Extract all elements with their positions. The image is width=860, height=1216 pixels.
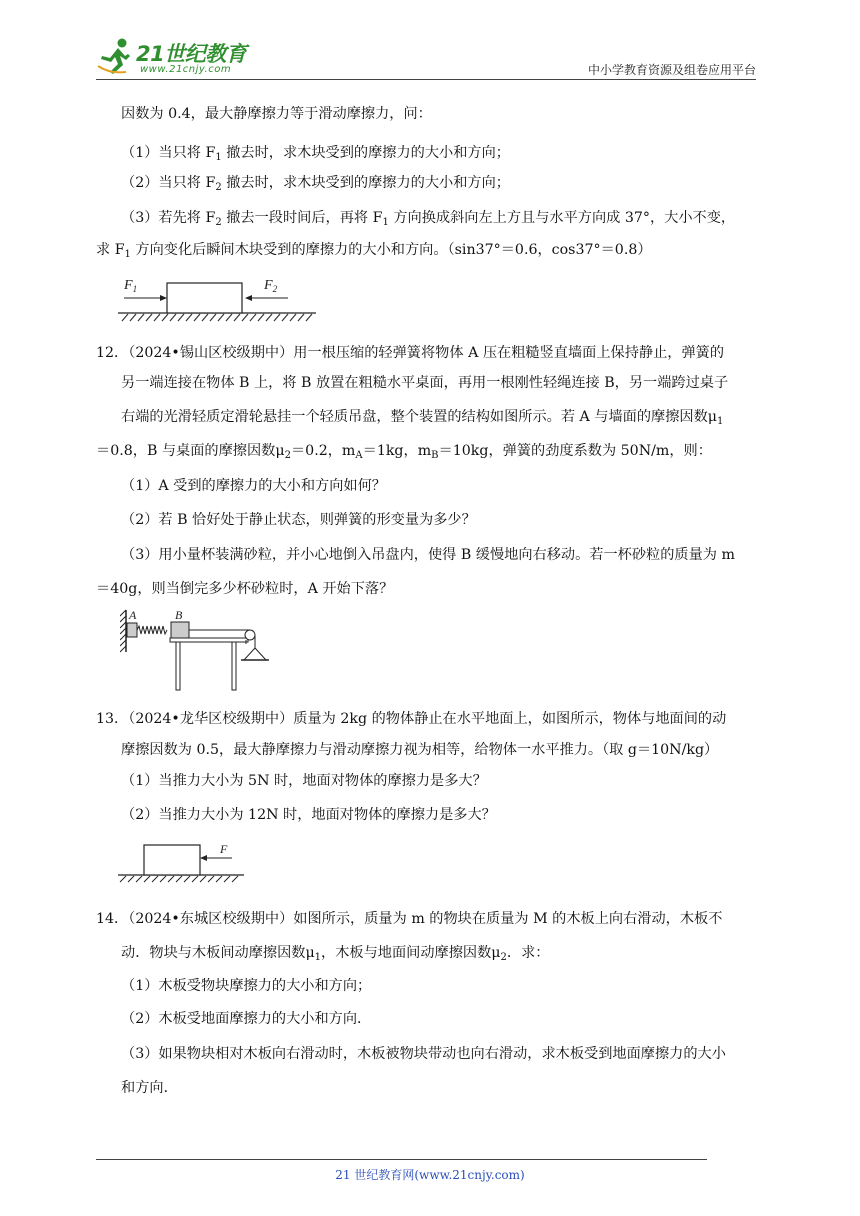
q13-sub1: （1）当推力大小为 5N 时，地面对物体的摩擦力是多大？ [121, 773, 487, 789]
q12-sub2: （2）若 B 恰好处于静止状态，则弹簧的形变量为多少？ [121, 512, 476, 528]
spring [137, 626, 167, 634]
q12-line4: ＝0.8，B 与桌面的摩擦因数$\mu_2=0.2$，$m_A=1kg$，$m_B=10kg$，弹簧的劲度系数为 50N/m，则： [96, 443, 712, 461]
q11-sub1: （1）当只将 $F_1$ 撤去时，求木块受到的摩擦力的大小和方向； [121, 145, 510, 163]
q14-sub2: （2）木板受地面摩擦力的大小和方向． [121, 1011, 372, 1027]
q11-sub3-line1: （3）若先将 $F_2$ 撤去一段时间后，再将 $F_1$ 方向换成斜向左上方且与水平方向成 37°，大小不变， [121, 210, 736, 228]
force-f-label: F [220, 842, 228, 856]
q13-sub2: （2）当推力大小为 12N 时，地面对物体的摩擦力是多大？ [121, 807, 496, 823]
q13-line1: 13．（2024•龙华区校级期中）质量为 2kg 的物体静止在水平地面上，如图所示，物体与地面间的动 [96, 711, 727, 727]
object-block [144, 845, 200, 875]
platform-name: 中小学教育资源及组卷应用平台 [587, 63, 756, 77]
q14-sub3-line1: （3）如果物块相对木板向右滑动时，木板被物块带动也向右滑动，求木板受到地面摩擦力的大小 [121, 1046, 726, 1062]
page-header [0, 0, 860, 86]
q12-sub3-line1: （3）用小量杯装满砂粒，并小心地倒入吊盘内，使得 B 缓慢地向右移动。若一杯砂粒的质量为 m [121, 547, 735, 563]
force-f1-label: $F_1$ [124, 278, 138, 294]
q12-sub1: （1）A 受到的摩擦力的大小和方向如何？ [121, 478, 386, 494]
q14-sub3-line2: 和方向． [121, 1080, 178, 1096]
pulley [245, 630, 255, 640]
q12-line2: 另一端连接在物体 B 上，将 B 放置在粗糙水平桌面，再用一根刚性轻绳连接 B，另一端跨过桌子 [121, 375, 729, 391]
q11-figure [118, 272, 318, 324]
table-top [170, 638, 248, 642]
q12-sub3-line2: ＝40g，则当倒完多少杯砂粒时，A 开始下落？ [96, 581, 394, 597]
block-b [171, 622, 189, 638]
force-f2-label: $F_2$ [264, 278, 278, 294]
q11-continuation: 因数为 0.4，最大静摩擦力等于滑动摩擦力，问： [121, 106, 432, 122]
wooden-block [167, 283, 242, 313]
label-b: B [175, 608, 183, 622]
site-logo [96, 36, 256, 80]
q13-line2: 摩擦因数为 0.5，最大静摩擦力与滑动摩擦力视为相等，给物体一水平推力。（取 g＝10N/kg） [121, 742, 719, 758]
q12-line1: 12．（2024•锡山区校级期中）用一根压缩的轻弹簧将物体 A 压在粗糙竖直墙面上保持静止，弹簧的 [96, 345, 725, 361]
q14-line2: 动．物块与木板间动摩擦因数$\mu_1$，木板与地面间动摩擦因数$\mu_2$．求： [121, 945, 550, 963]
runner-logo-icon [96, 36, 136, 76]
header-divider [96, 79, 756, 80]
q12-line3: 右端的光滑轻质定滑轮悬挂一个轻质吊盘，整个装置的结构如图所示。若 A 与墙面的摩擦因数$\mu_1$ [121, 409, 724, 427]
label-a: A [129, 608, 137, 622]
q13-figure [118, 838, 248, 886]
logo-text: 21世纪教育 [136, 42, 247, 66]
page-footer: 21 世纪教育网(www.21cnjy.com) [335, 1168, 525, 1182]
q12-figure [120, 606, 280, 694]
q11-sub3-line2: 求 $F_1$ 方向变化后瞬间木块受到的摩擦力的大小和方向。（sin37°＝0.6，cos37°＝0.8） [96, 242, 652, 260]
footer-divider [96, 1159, 707, 1160]
q11-sub2: （2）当只将 $F_2$ 撤去时，求木块受到的摩擦力的大小和方向； [121, 175, 510, 193]
block-a [127, 623, 137, 637]
q14-sub1: （1）木板受物块摩擦力的大小和方向； [121, 978, 372, 994]
q14-line1: 14．（2024•东城区校级期中）如图所示，质量为 m 的物块在质量为 M 的木板上向右滑动，木板不 [96, 911, 723, 927]
logo-url: www.21cnjy.com [140, 64, 232, 75]
